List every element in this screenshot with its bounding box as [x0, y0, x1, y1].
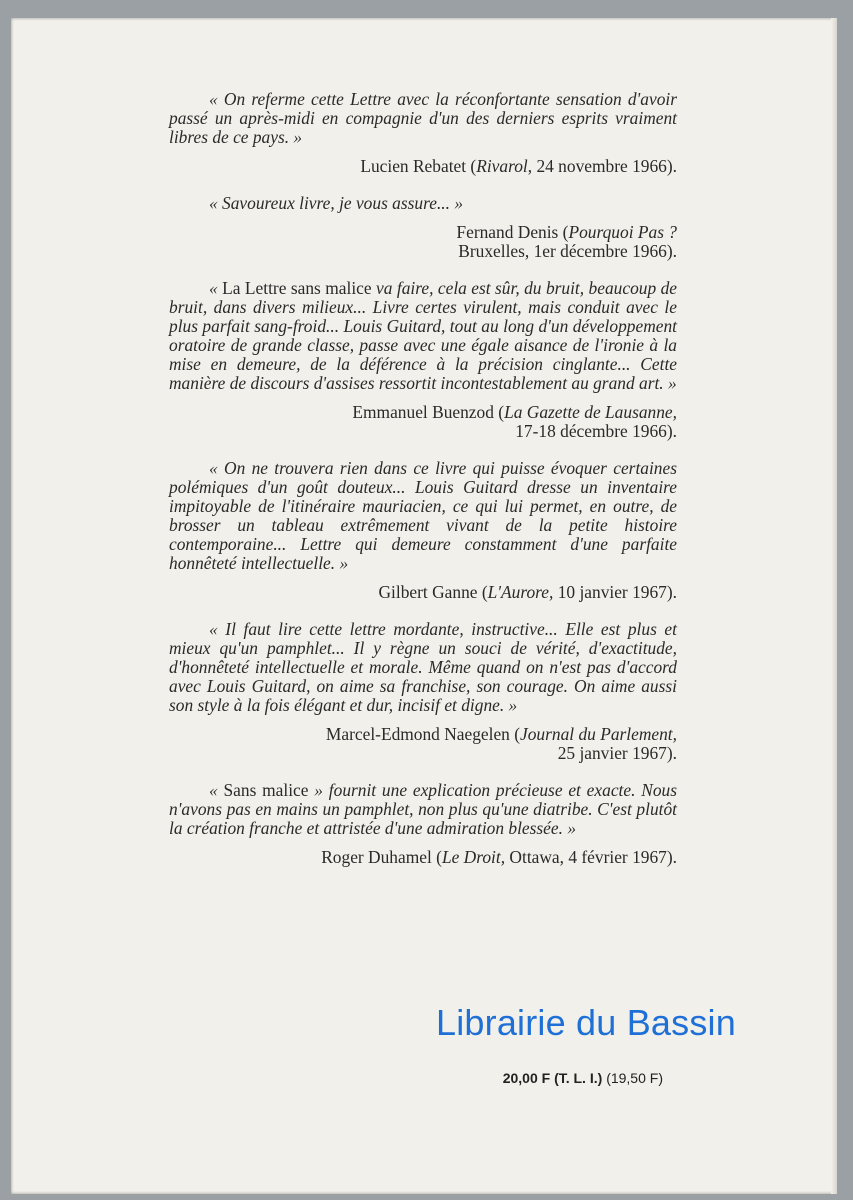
quote-6: [169, 781, 677, 838]
quote-3: [169, 279, 677, 393]
quote-6-attribution: [169, 848, 677, 867]
quote-source: L'Aurore,: [487, 582, 554, 602]
quote-author: Gilbert Ganne (: [378, 582, 488, 602]
quote-source: Journal du Parlement,: [520, 724, 677, 744]
price-main: 20,00 F (T. L. I.): [502, 1070, 603, 1086]
quote-1: [169, 90, 677, 147]
quote-source: Rivarol: [476, 156, 528, 176]
quote-2: [169, 194, 677, 213]
quote-author: Lucien Rebatet (: [360, 156, 477, 176]
quote-5: [169, 620, 677, 715]
quote-open-mark: «: [209, 278, 223, 298]
quote-3-attribution: [169, 403, 677, 441]
quote-date: 25 janvier 1967).: [557, 743, 677, 763]
quote-date: , 24 novembre 1966).: [527, 156, 677, 176]
quote-source: Le Droit,: [441, 847, 506, 867]
bookseller-watermark: Librairie du Bassin: [436, 1002, 736, 1043]
quote-text: » fournit une explication précieuse et exacte. Nous n'avons pas en mains un pamphlet, non plus qu'une diatribe. C'est plutôt la création franche et attristée d'une admiration blessée. »: [169, 780, 677, 838]
quote-text: « On referme cette Lettre avec la réconfortante sensation d'avoir passé un après-midi en compagnie d'un des derniers esprits vraiment libres de ce pays. »: [169, 89, 677, 147]
quote-author: Roger Duhamel (: [321, 847, 442, 867]
quote-text: va faire, cela est sûr, du bruit, beaucoup de bruit, dans divers milieux... Livre certes virulent, mais conduit avec le plus parfait sang-froid... Louis Guitard, tout au long d'un développement oratoire de grande classe, passe avec une égale aisance de l'ironie à la mise en demeure, de la déférence à la précision cinglante... Cette manière de discours d'assises ressortit incontestablement au grand art. »: [169, 278, 678, 393]
quote-1-attribution: [169, 157, 677, 176]
book-title-mention: La Lettre sans malice: [222, 278, 372, 298]
quote-source: Pourquoi Pas ?: [568, 222, 677, 242]
quote-date: Ottawa, 4 février 1967).: [505, 847, 677, 867]
quote-4-attribution: [169, 583, 677, 602]
quote-author: Marcel-Edmond Naegelen (: [325, 724, 521, 744]
quote-source: La Gazette de Lausanne,: [504, 402, 677, 422]
quote-date: 10 janvier 1967).: [553, 582, 677, 602]
review-quotes: [169, 90, 677, 867]
price-label: [503, 1070, 663, 1086]
quote-text: « Savoureux livre, je vous assure... »: [209, 193, 464, 213]
quote-text: « Il faut lire cette lettre mordante, instructive... Elle est plus et mieux qu'un pamphlet... Il y règne un souci de vérité, d'exactitude, d'honnêteté intellectuelle et morale. Même quand on n'est pas d'accord avec Louis Guitard, on aime sa franchise, son courage. On aime aussi son style à la fois élégant et dur, incisif et digne. »: [169, 619, 677, 715]
price-alt: (19,50 F): [606, 1070, 663, 1086]
quote-date: 17-18 décembre 1966).: [515, 421, 677, 441]
quote-open-mark: «: [209, 780, 224, 800]
quote-4: [169, 459, 677, 573]
quote-2-attribution: [169, 223, 677, 261]
quote-author: Emmanuel Buenzod (: [352, 402, 505, 422]
book-title-mention: Sans malice: [223, 780, 309, 800]
quote-5-attribution: [169, 725, 677, 763]
quote-author: Fernand Denis (: [456, 222, 569, 242]
quote-date: Bruxelles, 1er décembre 1966).: [458, 241, 677, 261]
quote-text: « On ne trouvera rien dans ce livre qui puisse évoquer certaines polémiques d'un goût douteux... Louis Guitard dresse un inventaire impitoyable de l'itinéraire mauriacien, ce qui lui permet, en outre, de brosser un tableau extrêmement vivant de la petite histoire contemporaine... Lettre qui demeure constamment d'une parfaite honnêteté intellectuelle. »: [169, 458, 677, 573]
